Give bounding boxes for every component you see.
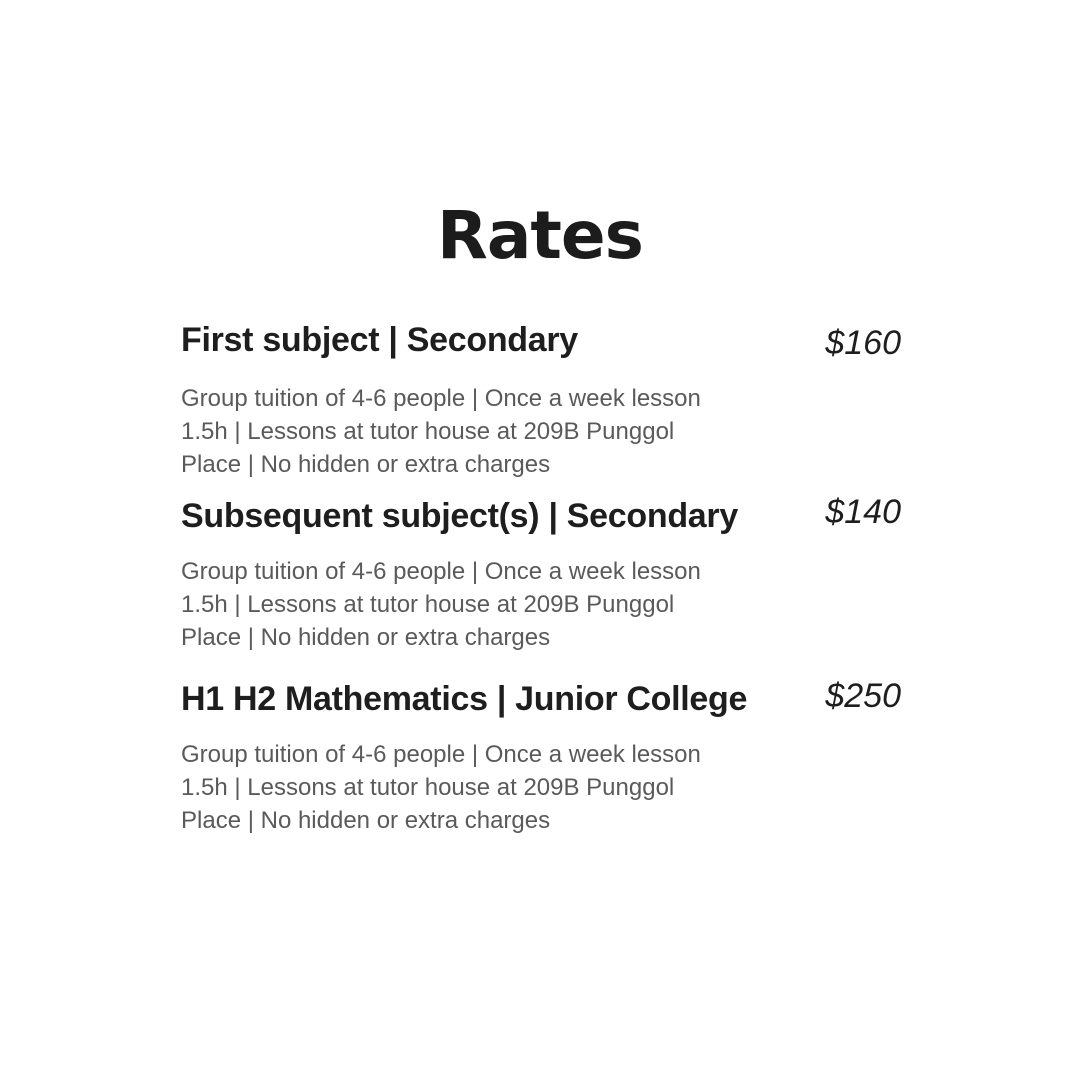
rate-description-line: 1.5h | Lessons at tutor house at 209B Punggol (181, 418, 675, 445)
rate-item-subsequent-subjects-secondary (181, 493, 901, 654)
rate-description (181, 382, 901, 481)
rate-description (181, 555, 901, 654)
rate-description-line: Group tuition of 4-6 people | Once a week lesson (181, 558, 701, 585)
rate-price: $160 (825, 324, 901, 362)
rate-description-line: Group tuition of 4-6 people | Once a week lesson (181, 385, 701, 412)
rate-description (181, 738, 901, 837)
rate-item-first-subject-secondary (181, 320, 901, 481)
rate-price: $250 (825, 677, 901, 715)
rate-price: $140 (825, 493, 901, 531)
rate-description-line: Place | No hidden or extra charges (181, 451, 551, 478)
rate-description-line: Place | No hidden or extra charges (181, 807, 551, 834)
rate-heading: Subsequent subject(s) | Secondary (181, 497, 738, 535)
rate-description-line: Place | No hidden or extra charges (181, 624, 551, 651)
page-title: Rates (437, 197, 643, 274)
rate-heading: First subject | Secondary (181, 321, 578, 359)
rate-description-line: 1.5h | Lessons at tutor house at 209B Punggol (181, 591, 675, 618)
rate-heading: H1 H2 Mathematics | Junior College (181, 680, 748, 718)
rate-description-line: 1.5h | Lessons at tutor house at 209B Punggol (181, 774, 675, 801)
rate-item-h1-h2-mathematics-jc (181, 679, 901, 837)
rate-description-line: Group tuition of 4-6 people | Once a week lesson (181, 741, 701, 768)
